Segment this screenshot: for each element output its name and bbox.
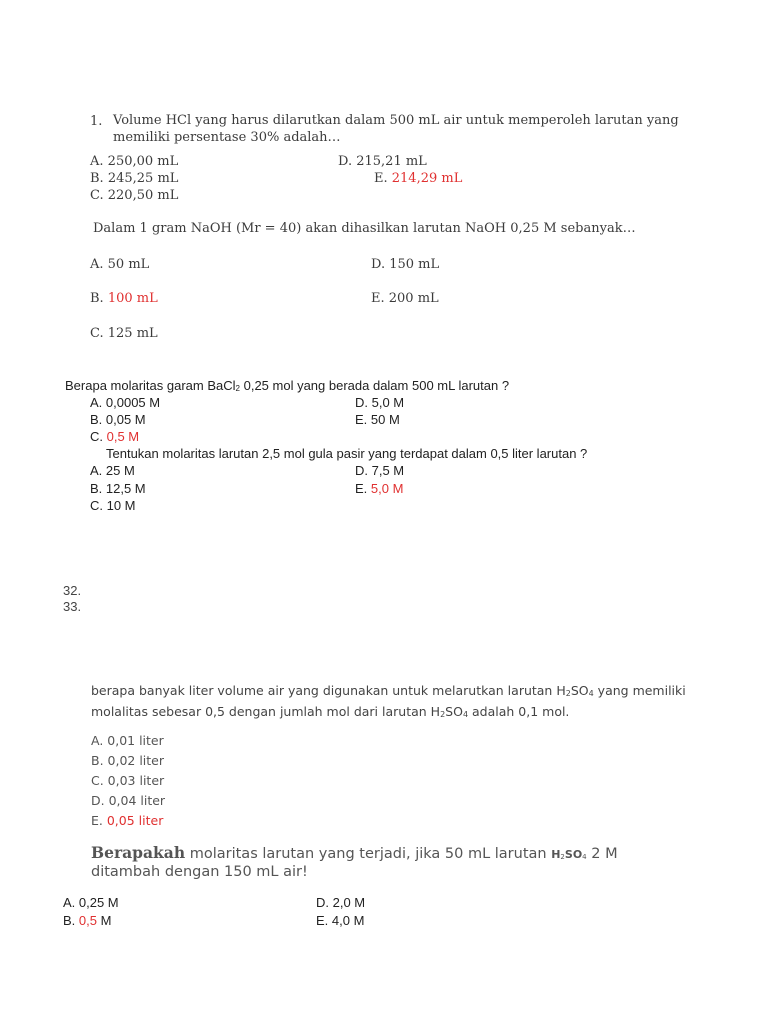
q4-option-c: C. 10 M [90,498,136,513]
q5-text-line1: berapa banyak liter volume air yang digunakan untuk melarutkan larutan $H_2SO_4$ yang memiliki [91,683,686,698]
q6-text-line2: ditambah dengan 150 mL air! [91,864,308,880]
q6-text-line1: Berapakah molaritas larutan yang terjadi, jika 50 mL larutan $H_2SO_4$ 2 M [91,843,618,862]
q1-number: 1. [90,114,103,129]
q4-option-a: A. 25 M [90,463,135,478]
q6-option-d: D. 2,0 M [316,895,366,910]
list-number-33: 33. [63,599,82,614]
q6-option-b: B. 0,5 M [63,913,112,928]
q5-option-a: A. 0,01 liter [91,733,164,748]
q2-option-a: A. 50 mL [90,257,150,272]
list-number-32: 32. [63,583,82,598]
q3-text: Berapa molaritas garam BaCl$_2$ 0,25 mol yang berada dalam 500 mL larutan ? [65,378,510,393]
q5-answer: 0,05 liter [106,813,164,828]
q3-answer: 0,5 M [106,429,140,444]
q5-option-d: D. 0,04 liter [91,793,166,808]
q2-option-d: D. 150 mL [371,257,440,272]
q1-option-e: E. 214,29 mL [374,171,463,186]
q2-answer: 100 mL [107,291,158,306]
q1-option-a: A. 250,00 mL [90,154,179,169]
q1-text-line1: Volume HCl yang harus dilarutkan dalam 500 mL air untuk memperoleh larutan yang [113,113,679,128]
q5-text-line2: molalitas sebesar 0,5 dengan jumlah mol dari larutan $H_2SO_4$ adalah 0,1 mol. [91,704,570,719]
q3-option-c: C. 0,5 M [90,429,140,444]
q3-option-b: B. 0,05 M [90,412,146,427]
q1-answer: 214,29 mL [391,171,463,186]
q1-option-d: D. 215,21 mL [338,154,427,169]
q2-text: Dalam 1 gram NaOH (Mr = 40) akan dihasilkan larutan NaOH 0,25 M sebanyak… [93,221,636,236]
q4-option-d: D. 7,5 M [355,463,405,478]
q2-option-e: E. 200 mL [371,291,439,306]
q4-text: Tentukan molaritas larutan 2,5 mol gula pasir yang terdapat dalam 0,5 liter larutan ? [106,446,588,461]
q4-option-b: B. 12,5 M [90,481,146,496]
q5-option-e: E. 0,05 liter [91,813,164,828]
q6-answer: 0,5 [78,913,97,928]
q1-option-c: C. 220,50 mL [90,188,179,203]
q3-option-e: E. 50 M [355,412,400,427]
q4-answer: 5,0 M [370,481,404,496]
q5-option-b: B. 0,02 liter [91,753,165,768]
q3-option-d: D. 5,0 M [355,395,405,410]
q2-option-b: B. 100 mL [90,291,158,306]
q1-option-b: B. 245,25 mL [90,171,179,186]
q6-option-e: E. 4,0 M [316,913,365,928]
q6-option-a: A. 0,25 M [63,895,119,910]
q2-option-c: C. 125 mL [90,326,158,341]
q3-option-a: A. 0,0005 M [90,395,161,410]
q6-bold-word: Berapakah [91,843,186,862]
q5-option-c: C. 0,03 liter [91,773,165,788]
q4-option-e: E. 5,0 M [355,481,404,496]
q1-text-line2: memiliki persentase 30% adalah… [113,130,341,145]
